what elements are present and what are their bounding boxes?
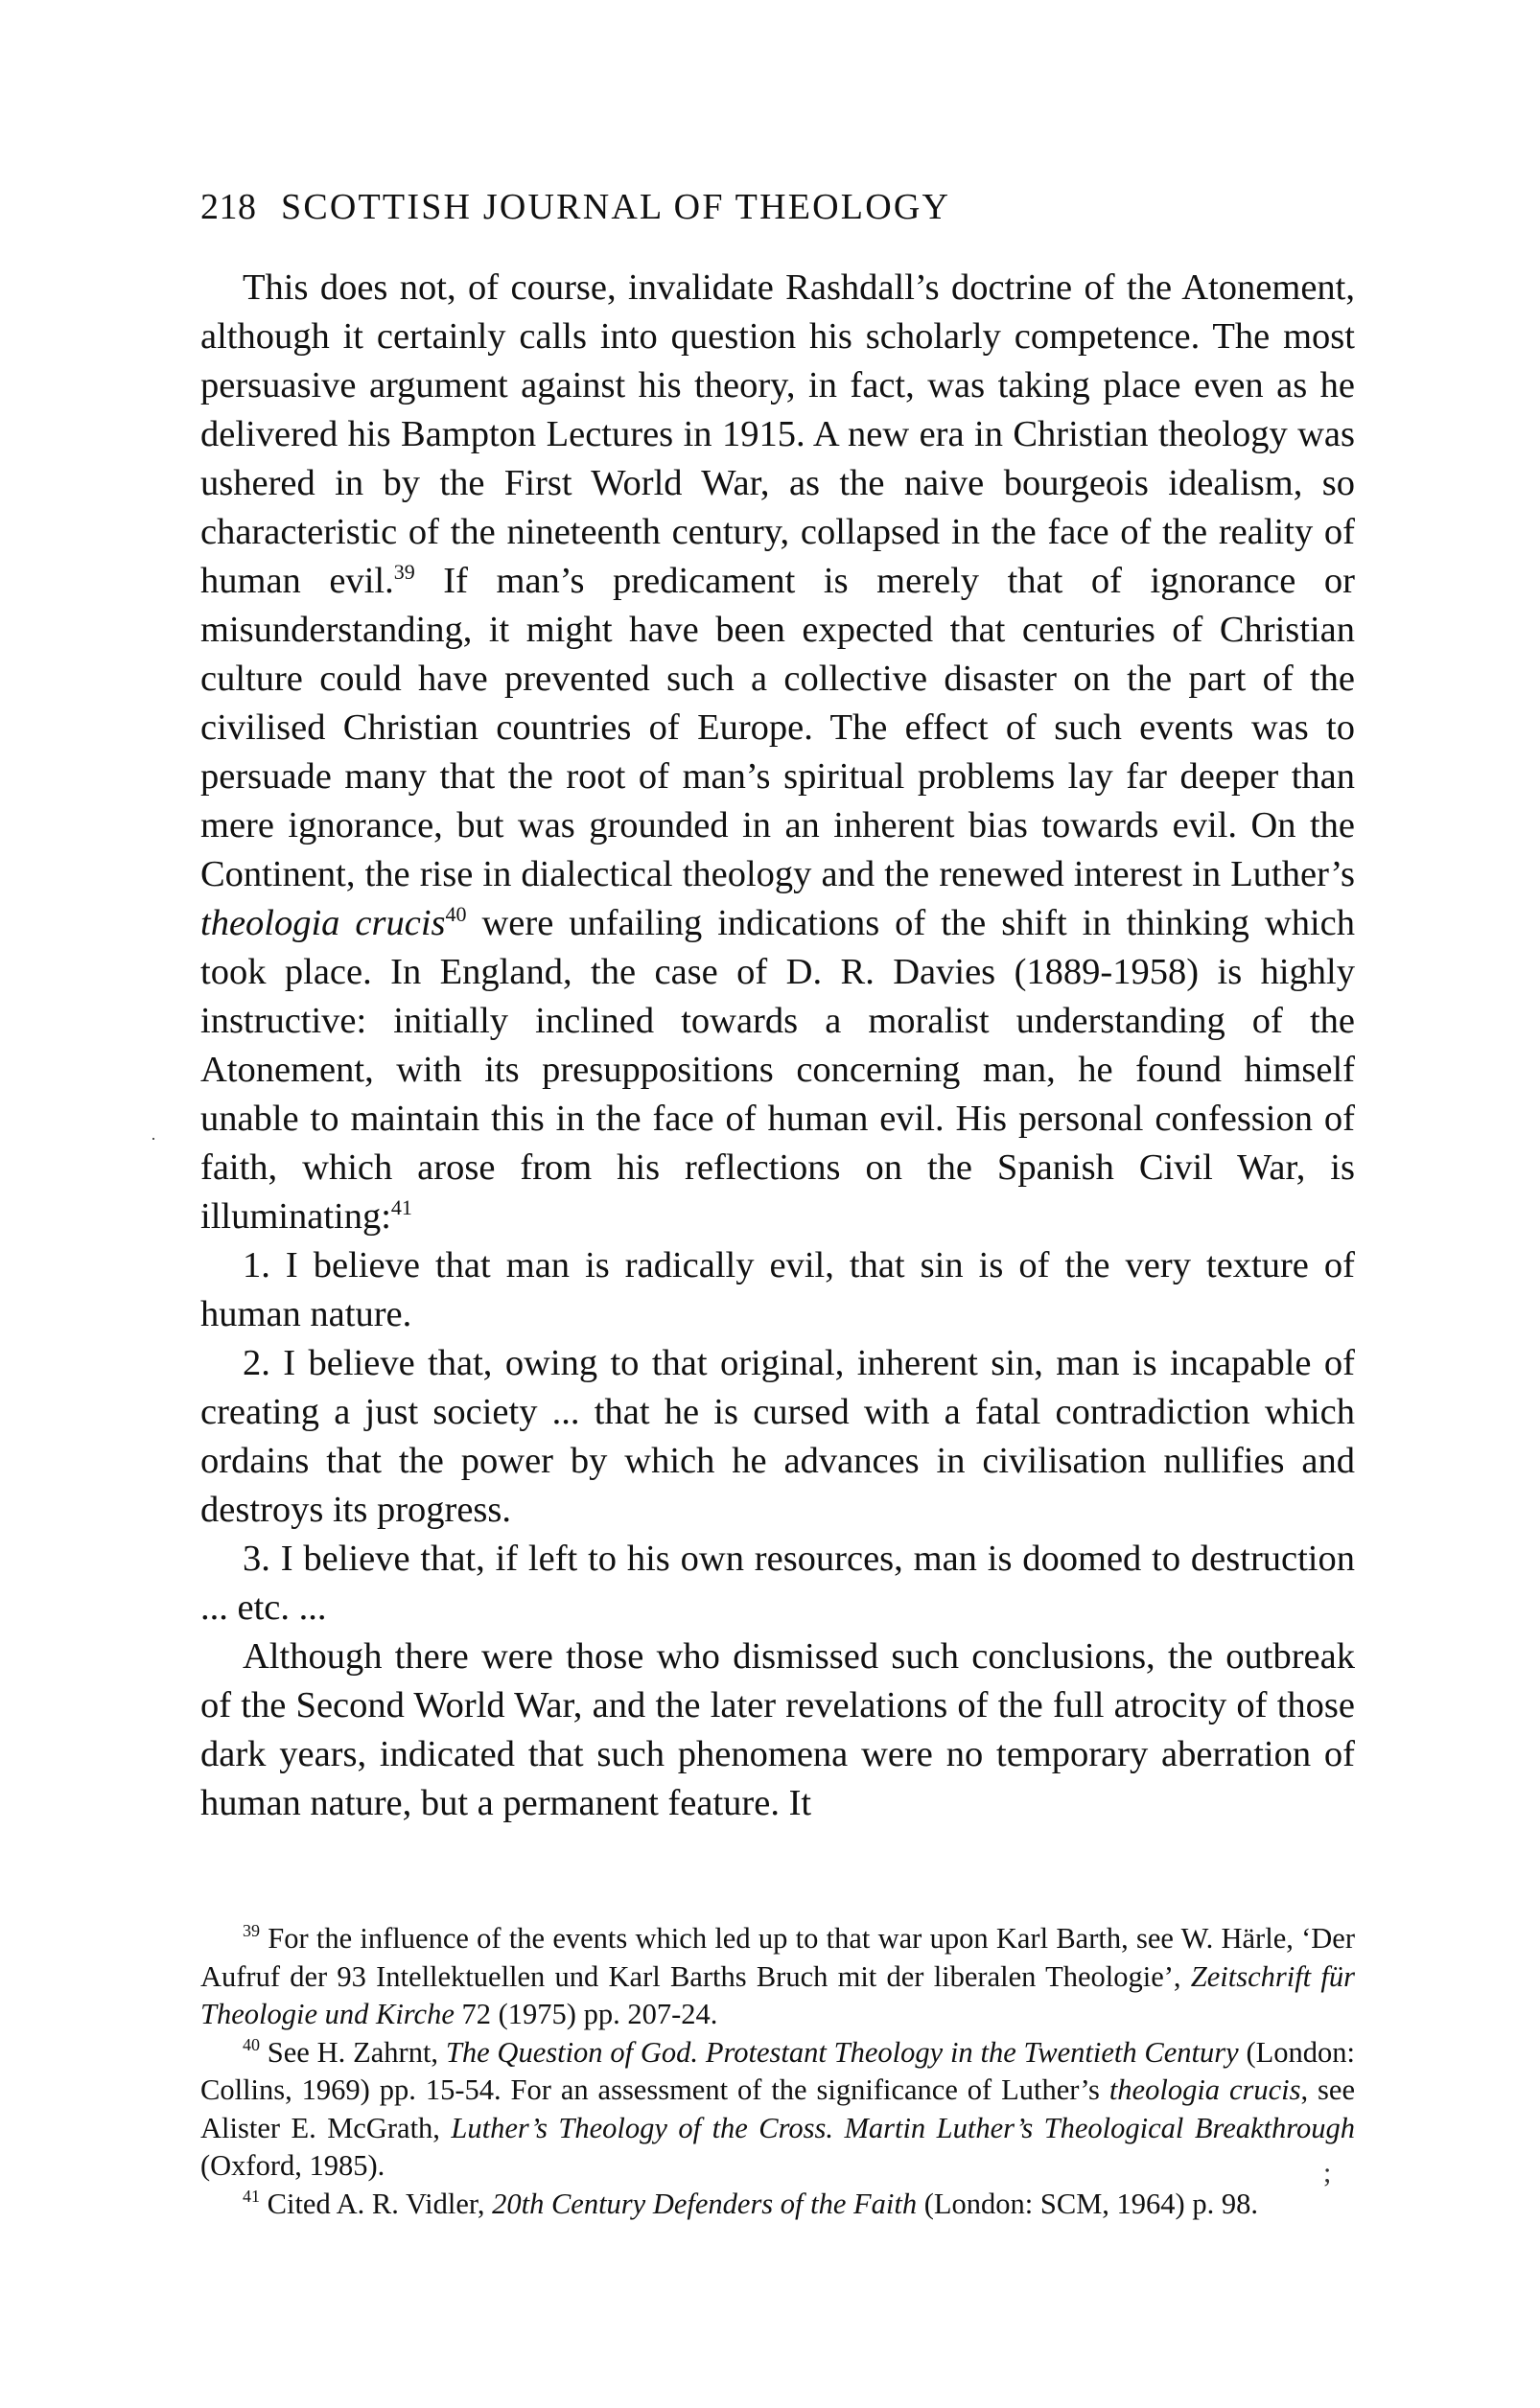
- running-head: [200, 184, 1351, 230]
- italic-term: theologia crucis: [200, 903, 446, 943]
- footnotes: [200, 1920, 1355, 2223]
- journal-title: SCOTTISH JOURNAL OF THEOLOGY: [281, 187, 951, 227]
- belief-item-3: 3. I believe that, if left to his own resources, man is doomed to destruction ... etc. ...: [200, 1539, 1355, 1628]
- belief-item-1: 1. I believe that man is radically evil, that sin is of the very texture of human nature.: [200, 1245, 1355, 1334]
- paragraph-2: Although there were those who dismissed such conclusions, the outbreak of the Second World War, and the later revelations of the full atrocity of those dark years, indicated that such phenomena were no temporary aberration of human nature, but a permanent feature. It: [200, 1636, 1355, 1823]
- footnote-ref-41: 41: [390, 1195, 412, 1219]
- footnote-39: $^{39}$ For the influence of the events which led up to that war upon Karl Barth, see W. Härle, ‘Der Aufruf der 93 Intellektuellen und Karl Barths Bruch mit der liberalen Theologie’, Zeitschrift für Theologie und Kirche 72 (1975) pp. 207-24.: [200, 1921, 1355, 2030]
- footnote-ref-39: 39: [393, 560, 415, 584]
- stray-mark: ;: [1323, 2157, 1332, 2188]
- paragraph-1: This does not, of course, invalidate Rashdall’s doctrine of the Atonement, although it certainly calls into question his scholarly competence. The most persuasive argument against his theory, in fact, was taking place even as he delivered his Bampton Lectures in 1915. A new era in Christian theology was ushered in by the First World War, as the naive bourgeois idealism, so characteristic of the nineteenth century, collapsed in the face of the reality of human evil.$^{39}$ If man’s predicament is merely that of ignorance or misunderstanding, it might have been expected that centuries of Christian culture could have prevented such a collective disaster on the part of the civilised Christian countries of Europe. The effect of such events was to persuade many that the root of man’s spiritual problems lay far deeper than mere ignorance, but was grounded in an inherent bias towards evil. On the Continent, the rise in dialectical theology and the renewed interest in Luther’s theologia crucis$^{40}$ were unfailing indications of the shift in thinking which took place. In England, the case of D. R. Davies (1889-1958) is highly instructive: initially inclined towards a moralist understanding of the Atonement, with its presuppositions concerning man, he found himself unable to maintain this in the face of human evil. His personal confession of faith, which arose from his reflections on the Spanish Civil War, is illuminating:$^{41}$: [200, 267, 1355, 1237]
- footnote-41: $^{41}$ Cited A. R. Vidler, 20th Century Defenders of the Faith (London: SCM, 1964) p. 98.: [243, 2186, 1258, 2220]
- page-number: 218: [200, 187, 257, 227]
- body-text: [200, 264, 1355, 1828]
- belief-item-2: 2. I believe that, owing to that original, inherent sin, man is incapable of creating a just society ... that he is cursed with a fatal contradiction which ordains that the power by which he advances in civilisation nullifies and destroys its progress.: [200, 1343, 1355, 1530]
- footnote-40: $^{40}$ See H. Zahrnt, The Question of God. Protestant Theology in the Twentieth Century (London: Collins, 1969) pp. 15-54. For an assessment of the significance of Luther’s theologia crucis, see Alister E. McGrath, Luther’s Theology of the Cross. Martin Luther’s Theological Breakthrough (Oxford, 1985).: [200, 2034, 1356, 2182]
- margin-mark: ·: [151, 1129, 156, 1148]
- footnote-ref-40: 40: [445, 902, 467, 926]
